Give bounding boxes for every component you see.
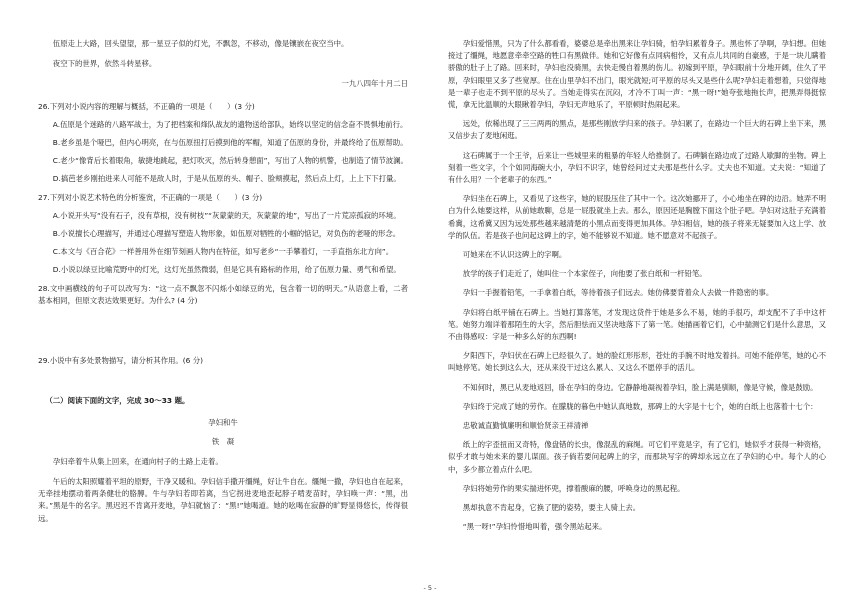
question-26-option-c: C.老少“像背后长着眼角，敏捷地跳起，把灯吹灭，然后转身憩面”，写出了人物的机警，也制造了情节波澜。	[52, 156, 408, 166]
story-paragraph: 午后的太阳照耀着平坦的原野，干净又暖和。孕妇信手撒开缰绳，好让牛自在。缰绳一撒，孕妇也自在起来，无牵挂地摆动着两条健壮的胳膊。牛与孕妇若即若离，当它拐进麦地歪起脖子啃麦苗时，孕妇唤一声：“黑，出来。”黑是牛的名字。黑迟迟不肯离开麦地，孕妇就恼了：“黑!”她喝道。她的吆喝在寂静的旷野显得悠长，传得很远。	[38, 477, 408, 523]
question-27-option-c: C.本文与《百合花》一样善用外在细节刻画人物内在特征，如写老乡“一手攀着灯，一手直指东北方向”。	[52, 247, 394, 257]
story-paragraph: 远处，依稀出现了三三两两的黑点，是那些刚放学归来的孩子。孕妇累了，在路边一个巨大的石碑上坐下来，黑又信步去了麦地闲逛。	[448, 119, 826, 141]
story-paragraph: “黑一呀!”孕妇怜惜地叫着，强令黑站起来。	[462, 522, 607, 532]
story-paragraph: 孕妇爱惜黑，只为了什么都看看，婆婆总是牵出黑来让孕妇骑，怕孕妇累着身子。黑也怀了孕啊，孕妇想。但她接过了缰绳，地愿意牵牵空路的牲口有黑做伴。她和它好像有点同病相怜，又有点儿共同的自豪感，于是一块儿瞒着骄傲的肚子上了路。回来时，孕妇也没骑黑，去快走慢自着黑的伤儿。初嫁到平原，孕妇眼前十分地开阔，住久了平原，孕妇眼里又多了些宽厚。住在山里孕妇不出门，眼光就短;可平原的尽头又是些什么呢?孕妇走着想着，只觉得地是一辈子也走不到平原的尽头了。当她走得实在沉闷，才冷不丁叫一声：“黑一呀!”她夸张地拖长声，把黑弄得挺惊慌，拿无比温顺的大眼瞅着孕妇，孕妇无声地乐了，平原顿时热闹起来。	[448, 39, 826, 110]
question-26-option-d: D.搞芭老乡刚拍进来人可能不是敌人时，于是从伍原的头、帽子、脸颊摸起，然后点上灯，上上下下打量。	[52, 174, 401, 184]
story-author: 铁 凝	[211, 436, 235, 446]
question-26-option-a: A.伍原是个迷路的八路军战士，为了把档案和烽队战友的遗物送给部队，始终以坚定的信念奋不畏惧地前行。	[52, 119, 408, 129]
story-paragraph: 孕妇将白纸平铺在石碑上。当她打算落笔，才发现这货件于她是多么不易，她的手很巧，却支配不了手中这杆笔。她努力端详着那陌生的大字，然后胆怯而又坚决地落下了第一笔。她描画着它们，心中揣测它们是什么意思，又不由得感叹：字是一种多么好的东西啊!	[448, 307, 826, 342]
question-27: 27.下列对小说艺术特色的分析鉴赏，不正确的一项是（ ）(3 分)	[38, 192, 263, 202]
question-27-option-d: D.小说以绿豆比喻荒野中的灯光，这灯光虽然微弱，但是它具有路标的作用，给了伍原力量、勇气和希望。	[52, 265, 401, 275]
question-29: 29.小说中有多处景物描写，请分析其作用。(6 分)	[38, 356, 203, 366]
answer-space	[38, 313, 408, 355]
story-paragraph: 孕妇将她劳作的果实揣进怀兜，撑着酸麻的腰，呼唤身边的黑起程。	[462, 483, 685, 493]
question-27-option-b: B.小说擅长心理描写，并通过心理描写塑造人物形象，如伍原对牺牲的小帼的惦记，对负伤的老哑的形念。	[52, 229, 401, 239]
story-paragraph: 黑却执意不肯起身，它换了肥的姿势，要主人骑上去。	[462, 503, 641, 513]
question-27-option-a: A.小说开头写“没有石子，没有草根，没有树枝”“灰蒙蒙的天，灰蒙蒙的地”，写出了一片荒凉孤寂的环境。	[52, 210, 401, 220]
story-paragraph: 孕妇坐在石碑上，又看见了这些字，她的屁股压住了其中一个。这次她挪开了，小心地坐在碑的边沿。她弄不明白为什么她要这样，从前她敢聊，总是一屁股就坐上去。那么，原因还是胸膛下面这个肚子吧。孕妇对这肚子充满着希冀，这希冀又因为远处那些越来越清楚的小黑点而变得更加具体。孕妇相信，她的孩子将来无疑要加入这上学、放学的队伍。若是孩子也问起这碑上的字，她不能够说不知道。她不愿意对不起孩子。	[448, 194, 826, 240]
section-heading: （二）阅读下面的文字，完成 30～33 题。	[45, 396, 190, 406]
right-column	[448, 38, 826, 541]
left-column	[38, 38, 408, 533]
story-paragraph: 夕阳西下，孕妇伏在石碑上已经很久了。她的脸红形彤形，苍灶的手腕不时地发着抖。可她不能停笔，她的心不叫她停笔。她长到这么大，还从来没干过这么累人、又这么不愿停手的活儿。	[448, 351, 826, 373]
story-paragraph: 不知何时，黑已从麦地返回，卧在孕妇的身边。它静静地凝视着孕妇，脸上满是驯顺，像是守候，像是鼓励。	[462, 382, 818, 392]
story-paragraph: 伍原走上大路，回头望望，那一星豆子似的灯光，不飘忽，不移动，像是镶嵌在夜空当中。	[52, 39, 349, 48]
page-number: - 5 -	[423, 584, 437, 592]
story-paragraph: 放学的孩子们走近了，她叫住一个本家侄子，向他要了张白纸和一杆铅笔。	[462, 269, 707, 279]
story-paragraph: 这石碑属于一个王爷，后来让一些城里来的粗暴的年轻人给推倒了。石碑躺在路边成了过路人歇脚的坐物。碑上刻着一些文字，个个如同海碗大小，孕妇不识字，她曾经问过丈夫那是些什么字。丈夫也不知道。丈夫说：“知道了有什么用？一个老辈子的东西。”	[448, 150, 826, 185]
question-28: 28.文中画横线的句子可以改写为：“这一点不飘忽不闪烁小如绿豆的光，包含着一切的明天。”从语意上看，二者基本相同，但原文表达效果更好。为什么? (4 分)	[38, 283, 408, 305]
story-paragraph: 孕妇一手握着铅笔，一手拿着白纸，等待着孩子们远去。她仿佛要背着众人去做一件隐密的事。	[462, 288, 774, 298]
story-paragraph: 孕妇牵着牛从集上回来，在通向村子的土路上走着。	[52, 456, 223, 466]
story-paragraph: 可她来在不认识这碑上的字啊。	[462, 250, 567, 260]
story-paragraph: 孕妇终于完成了她的劳作。在朦胧的暮色中她认真地数，那碑上的大字是十七个，她的白纸上也落着十七个：	[462, 401, 818, 411]
story-date: 一九八四年十月二日	[341, 79, 408, 89]
question-26-option-b: B.老乡虽是个哑巴，但内心明亮，在与伍原扭打后摸到他的军帽，知道了伍原的身份，并最终给了伍原帮助。	[52, 138, 408, 148]
stele-characters: 忠敬诚直勤慎廉明和顺恰贤亲王祥清禅	[462, 421, 589, 431]
question-26: 26.下列对小说内容的理解与概括，不正确的一项是（ ）(3 分)	[38, 101, 255, 111]
story-paragraph: 夜空下的世界，依然斗转星移。	[52, 59, 157, 69]
story-title: 孕妇和牛	[208, 418, 238, 428]
story-paragraph: 纸上的字歪扭而又奇特，像盘错的长虫，像混乱的麻绳。可它们平竟是字，有了它们，她似乎才获得一种资格，似乎才敢与她未来的婴儿谋面。孩子倘若要问起碑上的字，而那块写字的碑却永远立在了孕妇的心中。每个人的心中，多少都立着点什么吧。	[448, 440, 826, 474]
